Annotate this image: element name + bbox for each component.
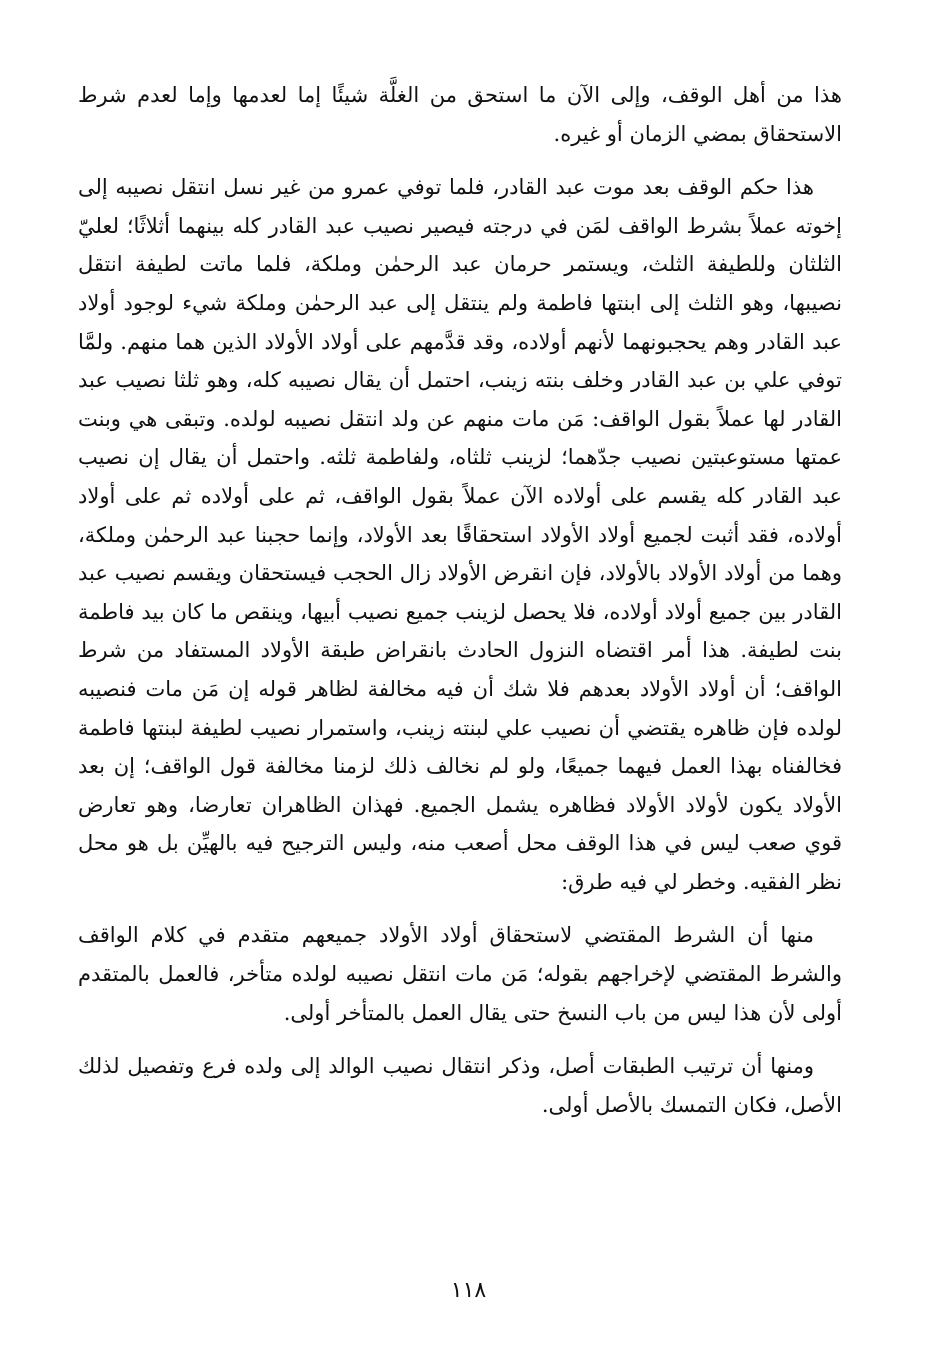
text-line: يقتضي أن نصيب علي لبنته زينب، واستمرار نصيب لطيفة لبنتها فاطمة فخالفناه بهذا — [78, 715, 842, 779]
paragraph-3 — [78, 916, 842, 1032]
text-line: على أولاد الأولاد الذين هما منهم. ولمَّا توفي علي بن عبد القادر وخلف بنته — [78, 329, 842, 393]
text-line: ومنها أن ترتيب الطبقات أصل، وذكر انتقال نصيب الوالد إلى ولده فرع — [202, 1054, 814, 1079]
text-line: الاستحقاق بمضي الزمان أو غيره. — [553, 121, 842, 146]
text-line: العمل فيهما جميعًا، ولو لم نخالف ذلك لزمنا مخالفة قول الواقف؛ إن بعد الأولاد — [78, 754, 842, 817]
text-line: زينب، احتمل أن يقال نصيبه كله، وهو ثلثا نصيب عبد القادر لها عملاً بقول — [78, 368, 842, 431]
text-line: هذا من أهل الوقف، وإلى الآن ما استحق من الغلَّة شيئًا إما لعدمها وإما لعدم شرط — [78, 83, 842, 107]
text-line: وتفصيل لذلك الأصل، فكان التمسك بالأصل أولى. — [78, 1054, 842, 1117]
text-line: مستوعبتين نصيب جدّهما؛ لزينب ثلثاه، ولفاطمة ثلثه. واحتمل أن يقال إن نصيب — [78, 445, 786, 470]
text-line: وملكة شيء لوجود أولاد عبد القادر وهم يحجبونهما لأنهم أولاده، وقد قدَّمهم — [78, 290, 842, 354]
text-line: ماتت لطيفة انتقل نصيبها، وهو الثلث إلى ابنتها فاطمة ولم ينتقل إلى عبد الرحمٰن — [78, 252, 842, 315]
page-number: ١١٨ — [450, 1278, 487, 1303]
text-line: الواقف والشرط المقتضي لإخراجهم بقوله؛ مَن مات انتقل نصيبه لولده متأخر، — [78, 923, 842, 987]
paragraph-2 — [78, 168, 842, 901]
text-line: فالعمل بالمتقدم أولى لأن هذا ليس من باب النسخ حتى يقال العمل بالمتأخر — [78, 962, 842, 1025]
text-line: هذا حكم الوقف بعد موت عبد القادر، فلما توفي عمرو من غير نسل انتقل — [171, 175, 814, 200]
paragraph-4 — [78, 1047, 842, 1124]
text-line: بعدهم فلا شك أن فيه مخالفة لظاهر قوله إن مَن مات فنصيبه لولده فإن ظاهره — [78, 676, 842, 740]
text-line: أولاد أولاده، فقد أثبت لجميع أولاد الأولاد استحقاقًا بعد الأولاد، وإنما حجبنا — [78, 483, 842, 547]
page-body — [78, 76, 842, 1124]
paragraph-1 — [78, 76, 842, 153]
text-line: نصيبه إلى إخوته عملاً بشرط الواقف لمَن في درجته فيصير نصيب عبد القادر كله — [78, 175, 842, 238]
text-line: عبد الرحمٰن وملكة، وهما من أولاد الأولاد بالأولاد، فإن انقرض الأولاد زال — [78, 522, 842, 586]
text-line: لزينب جميع نصيب أبيها، وينقص ما كان بيد فاطمة بنت لطيفة. هذا أمر اقتضاه — [78, 599, 842, 663]
text-line: بينهما أثلاثًا؛ لعليّ الثلثان وللطيفة الثلث، ويستمر حرمان عبد الرحمٰن وملكة، فلما — [78, 213, 842, 277]
text-line: يكون لأولاد الأولاد فظاهره يشمل الجميع. فهذان الظاهران تعارضا، وهو تعارض — [78, 792, 783, 817]
text-line: النزول الحادث بانقراض طبقة الأولاد المستفاد من شرط الواقف؛ أن أولاد الأولاد — [78, 638, 843, 701]
text-line: عبد القادر كله يقسم على أولاده الآن عملاً بقول الواقف، ثم على أولاده ثم على — [124, 483, 842, 508]
text-line: منها أن الشرط المقتضي لاستحقاق أولاد الأولاد جميعهم متقدم في كلام — [150, 923, 814, 948]
text-line: أولى. — [283, 1000, 331, 1025]
text-line: الواقف: مَن مات منهم عن ولد انتقل نصيبه لولده. وتبقى هي وبنت عمتها — [78, 406, 842, 470]
text-line: قوي صعب ليس في هذا الوقف محل أصعب منه، وليس الترجيح فيه بالهيِّن بل هو — [126, 831, 842, 856]
text-line: محل نظر الفقيه. وخطر لي فيه طرق: — [78, 831, 842, 894]
text-line: الحجب فيستحقان ويقسم نصيب عبد القادر بين جميع أولاد أولاده، فلا يحصل — [78, 561, 842, 624]
